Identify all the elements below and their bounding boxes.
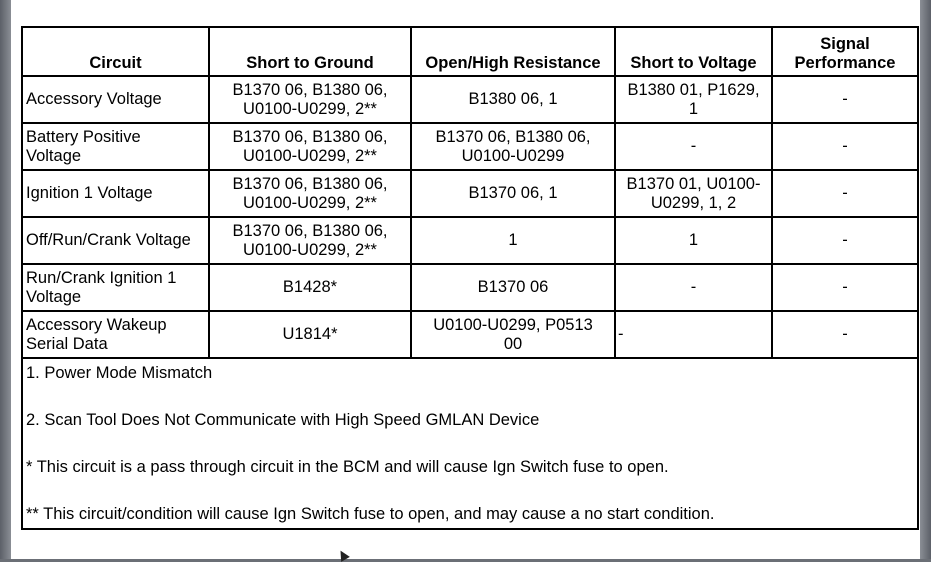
circuit-name: Battery Positive Voltage	[22, 123, 209, 170]
short-to-ground-cell: B1370 06, B1380 06, U0100-U0299, 2**	[209, 123, 411, 170]
short-to-voltage-cell: B1370 01, U0100-U0299, 1, 2	[615, 170, 772, 217]
window-frame-right	[920, 0, 931, 559]
header-signal-performance: Signal Performance	[772, 27, 918, 76]
short-to-voltage-cell: -	[615, 264, 772, 311]
circuit-name: Off/Run/Crank Voltage	[22, 217, 209, 264]
short-to-ground-cell: U1814*	[209, 311, 411, 358]
short-to-voltage-cell: B1380 01, P1629, 1	[615, 76, 772, 123]
circuit-name: Run/Crank Ignition 1 Voltage	[22, 264, 209, 311]
short-to-ground-cell: B1370 06, B1380 06, U0100-U0299, 2**	[209, 76, 411, 123]
short-to-voltage-cell: -	[615, 123, 772, 170]
notes-row	[22, 358, 918, 529]
signal-performance-cell: -	[772, 217, 918, 264]
open-high-resistance-cell: 1	[411, 217, 615, 264]
signal-performance-cell: -	[772, 76, 918, 123]
circuit-name: Accessory Wakeup Serial Data	[22, 311, 209, 358]
circuit-name: Ignition 1 Voltage	[22, 170, 209, 217]
header-open-high-resistance: Open/High Resistance	[411, 27, 615, 76]
open-high-resistance-cell: B1380 06, 1	[411, 76, 615, 123]
header-short-to-ground: Short to Ground	[209, 27, 411, 76]
note-scan-tool: 2. Scan Tool Does Not Communicate with High Speed GMLAN Device	[26, 411, 540, 429]
short-to-ground-cell: B1428*	[209, 264, 411, 311]
table-row	[22, 76, 918, 123]
circuit-name: Accessory Voltage	[22, 76, 209, 123]
signal-performance-cell: -	[772, 170, 918, 217]
note-single-asterisk: * This circuit is a pass through circuit in the BCM and will cause Ign Switch fuse to open.	[26, 458, 669, 476]
window-frame-left	[0, 0, 11, 559]
note-power-mode-mismatch: 1. Power Mode Mismatch	[26, 364, 213, 382]
table-row	[22, 170, 918, 217]
note-double-asterisk: ** This circuit/condition will cause Ign Switch fuse to open, and may cause a no start condition.	[26, 505, 715, 523]
table-row	[22, 217, 918, 264]
short-to-voltage-cell: 1	[615, 217, 772, 264]
table-row	[22, 123, 918, 170]
open-high-resistance-cell: B1370 06	[411, 264, 615, 311]
open-high-resistance-cell: U0100-U0299, P0513 00	[411, 311, 615, 358]
open-high-resistance-cell: B1370 06, B1380 06, U0100-U0299	[411, 123, 615, 170]
short-to-ground-cell: B1370 06, B1380 06, U0100-U0299, 2**	[209, 170, 411, 217]
table-header-row	[22, 27, 918, 76]
short-to-ground-cell: B1370 06, B1380 06, U0100-U0299, 2**	[209, 217, 411, 264]
short-to-voltage-cell: -	[615, 311, 772, 358]
signal-performance-cell: -	[772, 123, 918, 170]
table-row	[22, 311, 918, 358]
circuit-diagnostic-table	[21, 26, 919, 530]
notes-cell	[22, 358, 918, 529]
header-circuit: Circuit	[22, 27, 209, 76]
signal-performance-cell: -	[772, 264, 918, 311]
header-short-to-voltage: Short to Voltage	[615, 27, 772, 76]
table-row	[22, 264, 918, 311]
open-high-resistance-cell: B1370 06, 1	[411, 170, 615, 217]
signal-performance-cell: -	[772, 311, 918, 358]
